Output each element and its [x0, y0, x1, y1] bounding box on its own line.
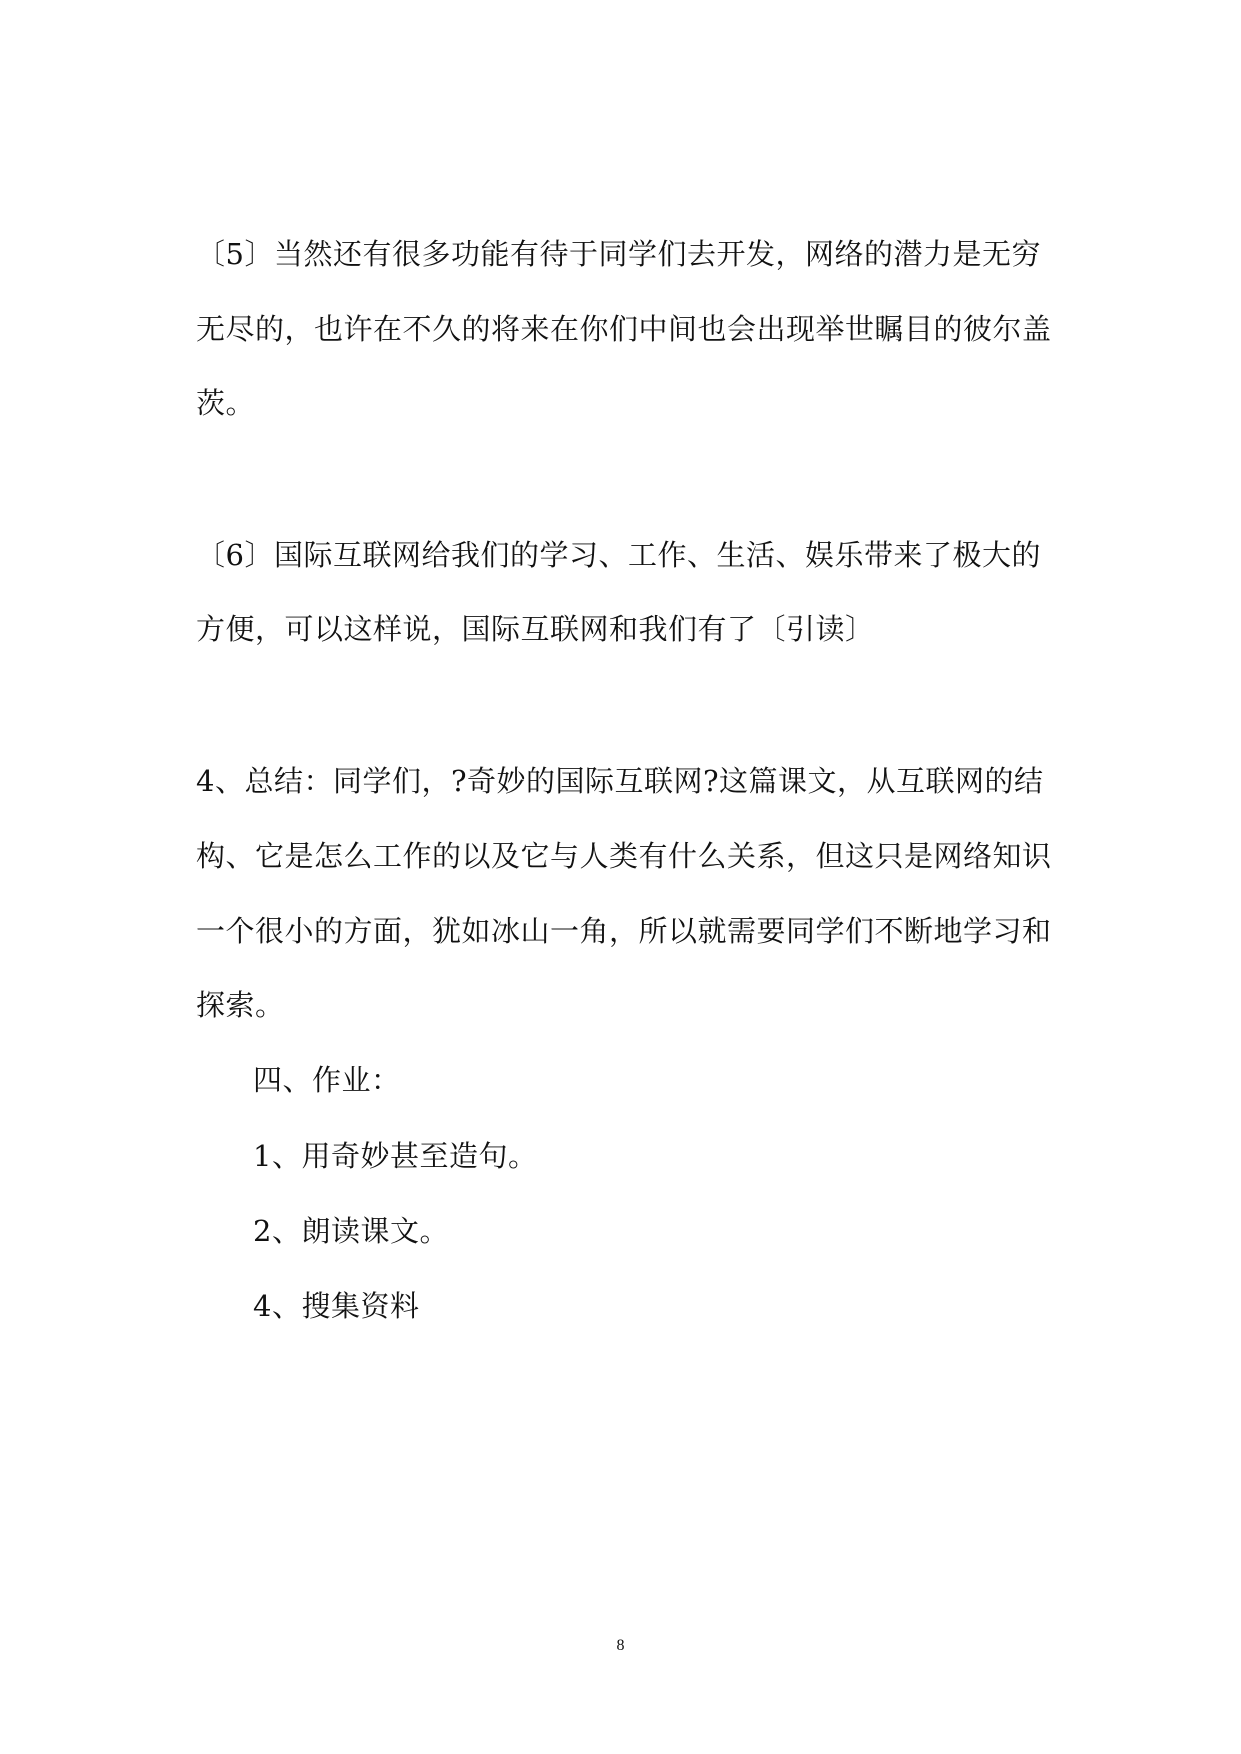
paragraph-5-line-3: 茨。 [196, 386, 256, 420]
summary-line-2: 构、它是怎么工作的以及它与人类有什么关系，但这只是网络知识 [196, 839, 1052, 873]
summary-line-1: 4、总结：同学们，?奇妙的国际互联网?这篇课文，从互联网的结 [196, 764, 1044, 798]
paragraph-6-line-1: 〔6〕国际互联网给我们的学习、工作、生活、娱乐带来了极大的 [196, 538, 1041, 572]
paragraph-5-line-2: 无尽的，也许在不久的将来在你们中间也会出现举世瞩目的彼尔盖 [196, 312, 1052, 346]
paragraph-6-line-2: 方便，可以这样说，国际互联网和我们有了〔引读〕 [196, 612, 875, 646]
homework-item-3: 4、搜集资料 [253, 1289, 420, 1323]
summary-line-4: 探索。 [196, 988, 285, 1022]
homework-heading: 四、作业： [253, 1063, 401, 1097]
homework-item-1: 1、用奇妙甚至造句。 [253, 1139, 538, 1173]
homework-item-2: 2、朗读课文。 [253, 1214, 449, 1248]
paragraph-5-line-1: 〔5〕当然还有很多功能有待于同学们去开发，网络的潜力是无穷 [196, 237, 1041, 271]
summary-line-3: 一个很小的方面，犹如冰山一角，所以就需要同学们不断地学习和 [196, 914, 1052, 948]
page-number: 8 [616, 1637, 625, 1654]
